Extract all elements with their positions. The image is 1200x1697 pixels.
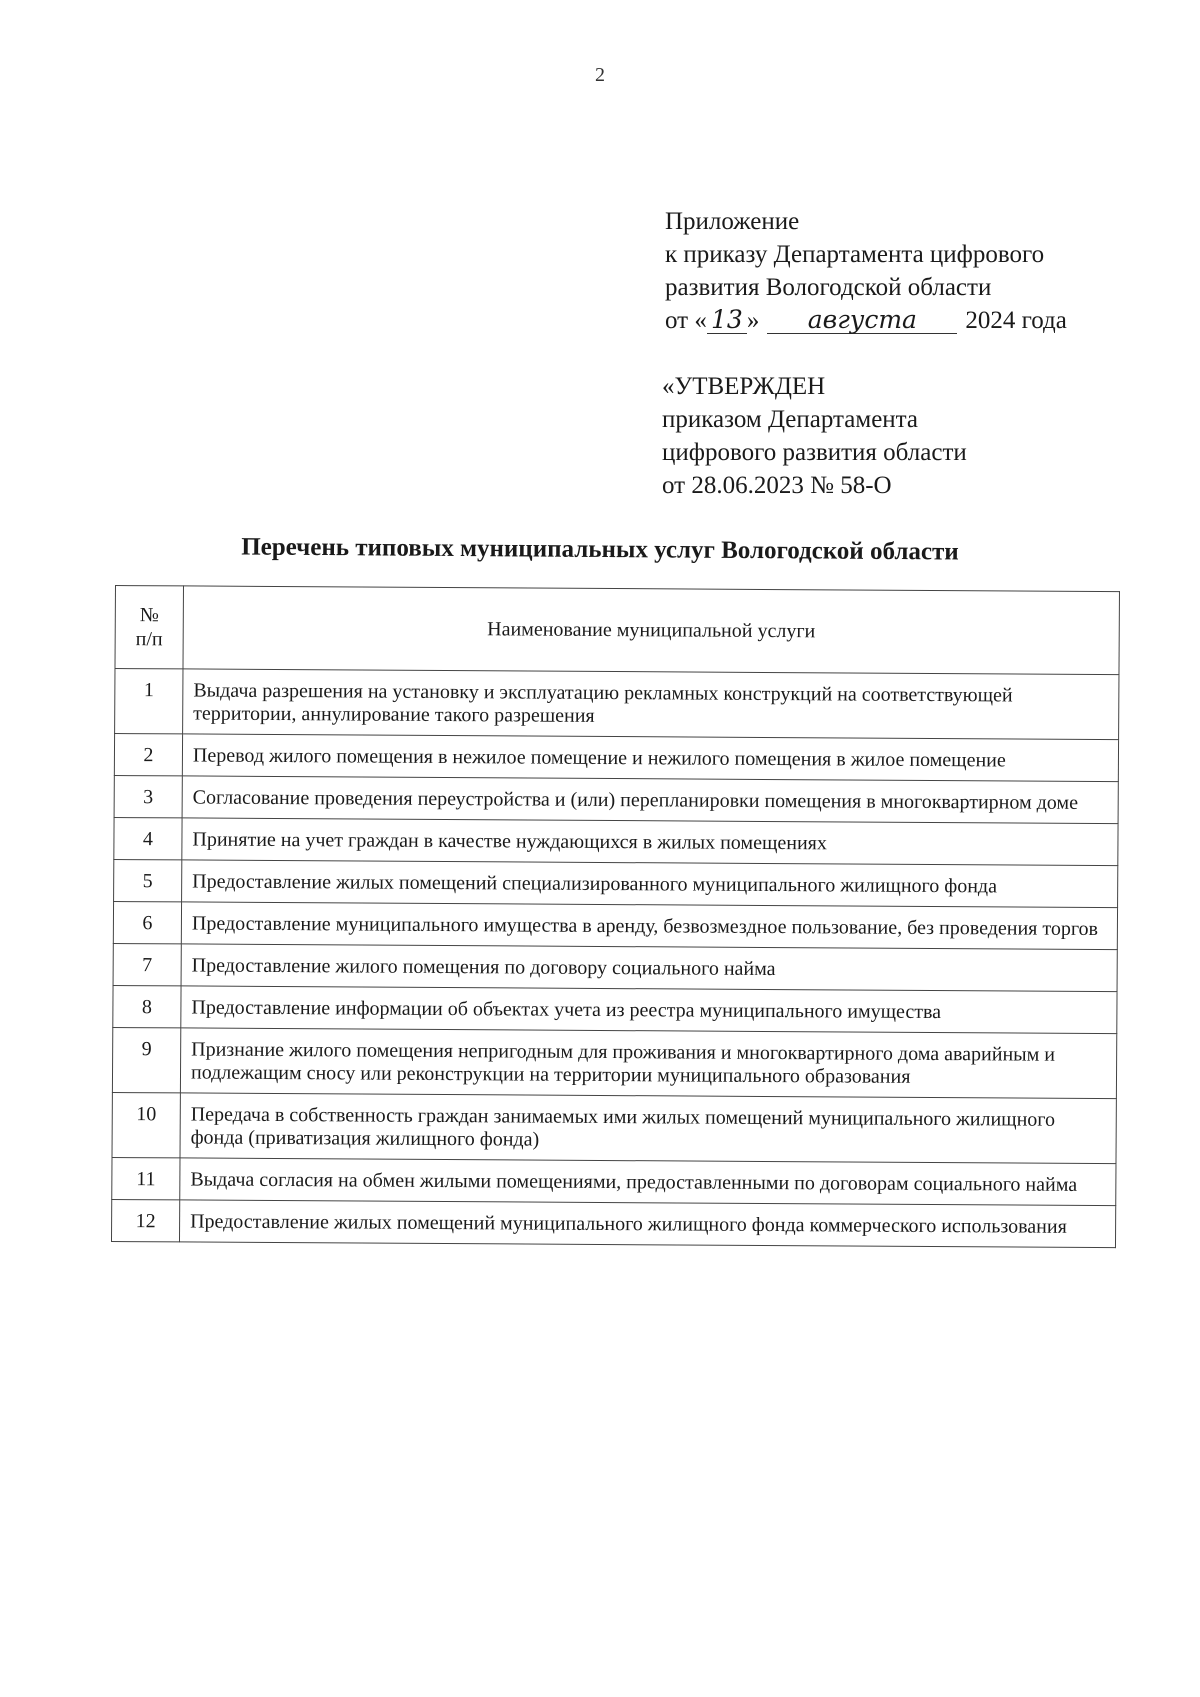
row-number: 10 xyxy=(112,1092,180,1157)
table-row xyxy=(113,943,1117,991)
service-name: Выдача разрешения на установку и эксплуатацию рекламных конструкций на соответствующей территории, аннулирование такого разрешения xyxy=(183,669,1119,740)
row-number: 3 xyxy=(114,775,182,817)
row-number: 4 xyxy=(114,817,182,859)
header-num-abbr: п/п xyxy=(135,628,163,651)
row-number: 9 xyxy=(112,1027,180,1092)
row-number: 5 xyxy=(114,859,182,901)
table-row xyxy=(112,1027,1116,1098)
table-row xyxy=(112,1092,1116,1163)
table-row xyxy=(113,985,1117,1033)
appendix-department: развития Вологодской области xyxy=(665,274,992,301)
appendix-block xyxy=(665,205,1067,337)
row-number: 7 xyxy=(113,943,181,985)
appendix-heading: Приложение xyxy=(665,208,800,235)
service-name: Предоставление информации об объектах учета из реестра муниципального имущества xyxy=(181,986,1117,1034)
header-service-name: Наименование муниципальной услуги xyxy=(183,586,1119,675)
row-number: 2 xyxy=(114,734,182,776)
date-close-quote: » xyxy=(746,307,760,334)
service-name: Принятие на учет граждан в качестве нуждающихся в жилых помещениях xyxy=(182,818,1118,866)
row-number: 6 xyxy=(113,901,181,943)
handwritten-month: августа xyxy=(767,307,957,334)
table-row xyxy=(111,1199,1115,1247)
service-name: Предоставление жилого помещения по договору социального найма xyxy=(181,944,1117,992)
service-name: Передача в собственность граждан занимаемых ими жилых помещений муниципального жилищного фонда (приватизация жилищного фонда) xyxy=(180,1093,1116,1164)
row-number: 12 xyxy=(111,1199,179,1241)
service-name: Признание жилого помещения непригодным для проживания и многоквартирного дома аварийным и подлежащим сносу или реконструкции на территории муниципального образования xyxy=(180,1028,1116,1099)
service-name: Перевод жилого помещения в нежилое помещение и нежилого помещения в жилое помещение xyxy=(182,734,1118,782)
service-name: Предоставление муниципального имущества в аренду, безвозмездное пользование, без проведения торгов xyxy=(181,902,1117,950)
row-number: 8 xyxy=(113,985,181,1027)
approved-date: от 28.06.2023 № 58-О xyxy=(662,472,892,499)
table-header-row xyxy=(115,586,1119,675)
services-table xyxy=(111,585,1120,1248)
table-row xyxy=(115,669,1119,740)
table-row xyxy=(114,775,1118,823)
table-row xyxy=(114,817,1118,865)
service-name: Предоставление жилых помещений муниципального жилищного фонда коммерческого использования xyxy=(179,1200,1115,1248)
table-body xyxy=(111,669,1118,1248)
page-number: 2 xyxy=(595,64,605,86)
approved-by-order: приказом Департамента xyxy=(662,406,918,433)
document-title: Перечень типовых муниципальных услуг Вологодской области xyxy=(241,533,959,566)
date-year: 2024 года xyxy=(965,307,1067,334)
table-row xyxy=(114,859,1118,907)
approved-block xyxy=(662,370,967,502)
date-prefix: от « xyxy=(665,307,707,334)
handwritten-day: 13 xyxy=(707,307,747,334)
service-name: Предоставление жилых помещений специализированного муниципального жилищного фонда xyxy=(182,860,1118,908)
service-name: Согласование проведения переустройства и (или) перепланировки помещения в многоквартирном доме xyxy=(182,776,1118,824)
header-num-symbol: № xyxy=(139,604,159,627)
header-num xyxy=(115,586,184,669)
table-row xyxy=(113,901,1117,949)
table-row xyxy=(114,734,1118,782)
approved-heading: «УТВЕРЖДЕН xyxy=(662,373,826,400)
approved-department: цифрового развития области xyxy=(662,439,967,466)
row-number: 11 xyxy=(112,1157,180,1199)
table-row xyxy=(112,1157,1116,1205)
row-number: 1 xyxy=(115,669,183,734)
appendix-date-line xyxy=(665,304,1067,337)
service-name: Выдача согласия на обмен жилыми помещениями, предоставленными по договорам социального найма xyxy=(180,1158,1116,1206)
appendix-order-ref: к приказу Департамента цифрового xyxy=(665,241,1045,268)
